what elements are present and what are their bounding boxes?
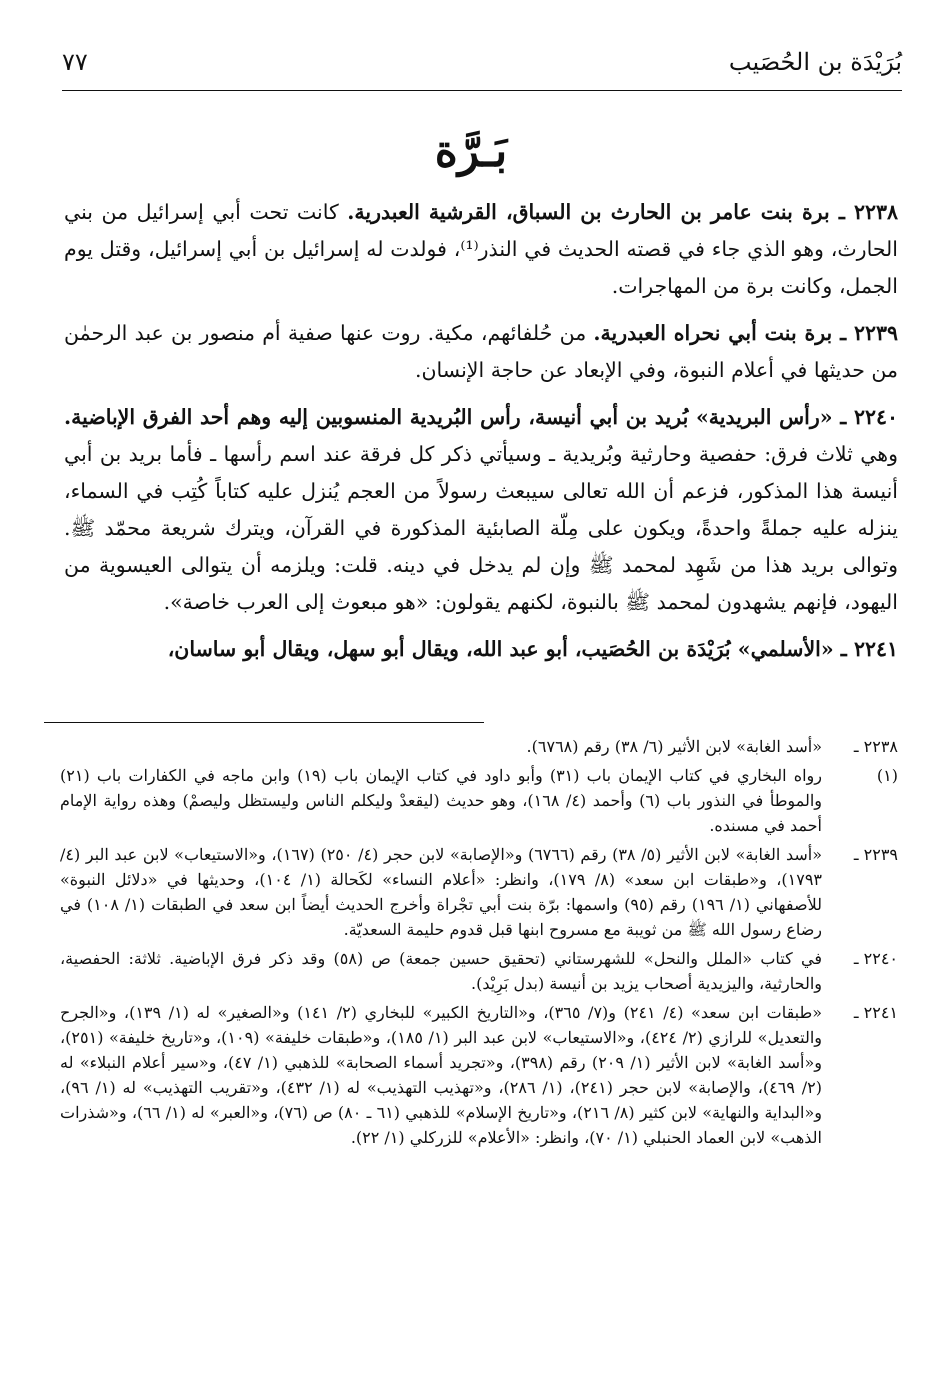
entry-heading: ٢٢٣٨ ـ برة بنت عامر بن الحارث بن السباق، القرشية العبدرية. xyxy=(347,200,898,224)
section-title: بَـرَّة xyxy=(434,126,508,177)
footnote-1 xyxy=(60,763,898,838)
main-text xyxy=(64,194,898,678)
entry-body: من حُلفائهم، مكية. روت عنها صفية أم منصور بن عبد الرحمٰن من حديثها في أعلام النبوة، وفي الإبعاد عن حاجة الإنسان. xyxy=(64,321,898,382)
footnote-number: (١) xyxy=(876,766,898,785)
footnote-2240 xyxy=(60,946,898,996)
footnote-2241 xyxy=(60,1000,898,1150)
footnote-text: «طبقات ابن سعد» (٤/ ٢٤١) و(٧/ ٣٦٥)، و«التاريخ الكبير» للبخاري (٢/ ١٤١) و«الصغير» له (١/ ١٣٩)، و«الجرح والتعديل» للرازي (٢/ ٤٢٤)، و«الاستيعاب» لابن عبد البر (١/ ١٨٥)، و«طبقات خليفة» (١٠٩)، و«تاريخ خليفة» (٢٥١)، و«أسد الغابة» لابن الأثير (١/ ٢٠٩) رقم (٣٩٨)، و«تجريد أسماء الصحابة» للذهبي (١/ ٤٧)، و«سير أعلام النبلاء» له (٢/ ٤٦٩)، والإصابة» لابن حجر (٢٤١)، (١/ ٢٨٦)، و«تهذيب التهذيب» له (١/ ٤٣٢)، و«تقريب التهذيب» له (١/ ٩٦)، و«البداية والنهاية» لابن كثير (٨/ ٢١٦)، و«تاريخ الإسلام» للذهبي (٦١ ـ ٨٠) ص (٧٦)، و«العبر» له (١/ ٦٦)، و«شذرات الذهب» لابن العماد الحنبلي (١/ ٧٠)، وانظر: «الأعلام» للزركلي (١/ ٢٢). xyxy=(60,1003,823,1147)
running-title: بُرَيْدَة بن الحُصَيب xyxy=(728,48,902,76)
footnote-text: رواه البخاري في كتاب الإيمان باب (٣١) وأبو داود في كتاب الإيمان باب (١٩) وابن ماجه في الكفارات باب (٢١) والموطأ في النذور باب (٦) وأحمد (٤/ ١٦٨)، وهو حديث (ليقعدْ وليكلم الناس وليستظل وليصمْ) وهذه رواية الإمام أحمد في مسنده. xyxy=(60,766,822,835)
footnote-number: ٢٢٣٩ ـ xyxy=(853,845,898,864)
footnotes xyxy=(60,734,898,1154)
entry-body: كانت تحت أبي إسرائيل من بني الحارث، وهو الذي جاء في قصته الحديث في النذر⁽¹⁾، فولدت له إسرائيل بن أبي إسرائيل، وقتل يوم الجمل، وكانت برة من المهاجرات. xyxy=(64,200,898,298)
footnote-text: «أسد الغابة» لابن الأثير (٦/ ٣٨) رقم (٦٧٦٨). xyxy=(526,737,822,756)
page-number: ٧٧ xyxy=(62,48,88,76)
footnote-text: في كتاب «الملل والنحل» للشهرستاني (تحقيق حسين جمعة) ص (٥٨) وقد ذكر فرق الإباضية. ثلاثة: الحفصية، والحارثية، واليزيدية أصحاب يزيد بن أنيسة (بدل بَرِيْد). xyxy=(60,949,823,993)
footnote-number: ٢٢٤٠ ـ xyxy=(853,949,898,968)
entry-2241 xyxy=(64,631,898,668)
footnote-number: ٢٢٤١ ـ xyxy=(853,1003,898,1022)
running-header xyxy=(62,42,902,92)
entry-2238 xyxy=(64,194,898,305)
footnote-2239 xyxy=(60,842,898,942)
entry-heading: ٢٢٤٠ ـ «رأس البريدية» بُريد بن أبي أنيسة، رأس البُريدية المنسوبين إليه وهم أحد الفرق الإباضية. xyxy=(64,405,898,429)
entry-heading: ٢٢٤١ ـ «الأسلمي» بُرَيْدَة بن الحُصَيب، أبو عبد الله، ويقال أبو سهل، ويقال أبو ساسان، xyxy=(167,637,898,661)
entry-2240 xyxy=(64,399,898,621)
entry-body: وهي ثلاث فرق: حفصية وحارثية وبُريدية ـ وسيأتي ذكر كل فرقة عند اسم رأسها ـ فأما بريد بن أبي أنيسة هذا المذكور، فزعم أن الله تعالى سيبعث رسولاً من العجم يُنزل عليه كتاباً كُتِب في السماء، ينزله عليه جملةً واحدةً، ويكون على مِلّة الصابئية المذكورة في القرآن، ويترك شريعة محمّد ﷺ. وتوالى بريد هذا من شَهِد لمحمد ﷺ وإن لم يدخل في دينه. قلت: ويلزمه أن يتوالى العيسوية من اليهود، فإنهم يشهدون لمحمد ﷺ بالنبوة، لكنهم يقولون: «هو مبعوث إلى العرب خاصة». xyxy=(64,442,898,614)
footnote-2238 xyxy=(60,734,898,759)
footnote-rule xyxy=(44,722,484,723)
entry-heading: ٢٢٣٩ ـ برة بنت أبي نحراه العبدرية. xyxy=(593,321,898,345)
header-rule xyxy=(62,90,902,91)
entry-2239 xyxy=(64,315,898,389)
footnote-text: «أسد الغابة» لابن الأثير (٥/ ٣٨) رقم (٦٧٦٦) و«الإصابة» لابن حجر (٤/ ٢٥٠) (١٦٧)، و«الاستيعاب» لابن عبد البر (٤/ ١٧٩٣)، و«طبقات ابن سعد» (٨/ ١٧٩)، وانظر: «أعلام النساء» لكَحالة (١/ ١٠٤)، وحديثها في «دلائل النبوة» للأصفهاني (١/ ١٩٦) رقم (٩٥) واسمها: برّة بنت أبي تجْراة وأخرج الحديث أيضاً ابن سعد في الطبقات (١/ ١٠٨) في رضاع رسول الله ﷺ من ثويبة مع مسروح ابنها قبل قدوم حليمة السعديّة. xyxy=(60,845,823,939)
footnote-number: ٢٢٣٨ ـ xyxy=(853,737,898,756)
